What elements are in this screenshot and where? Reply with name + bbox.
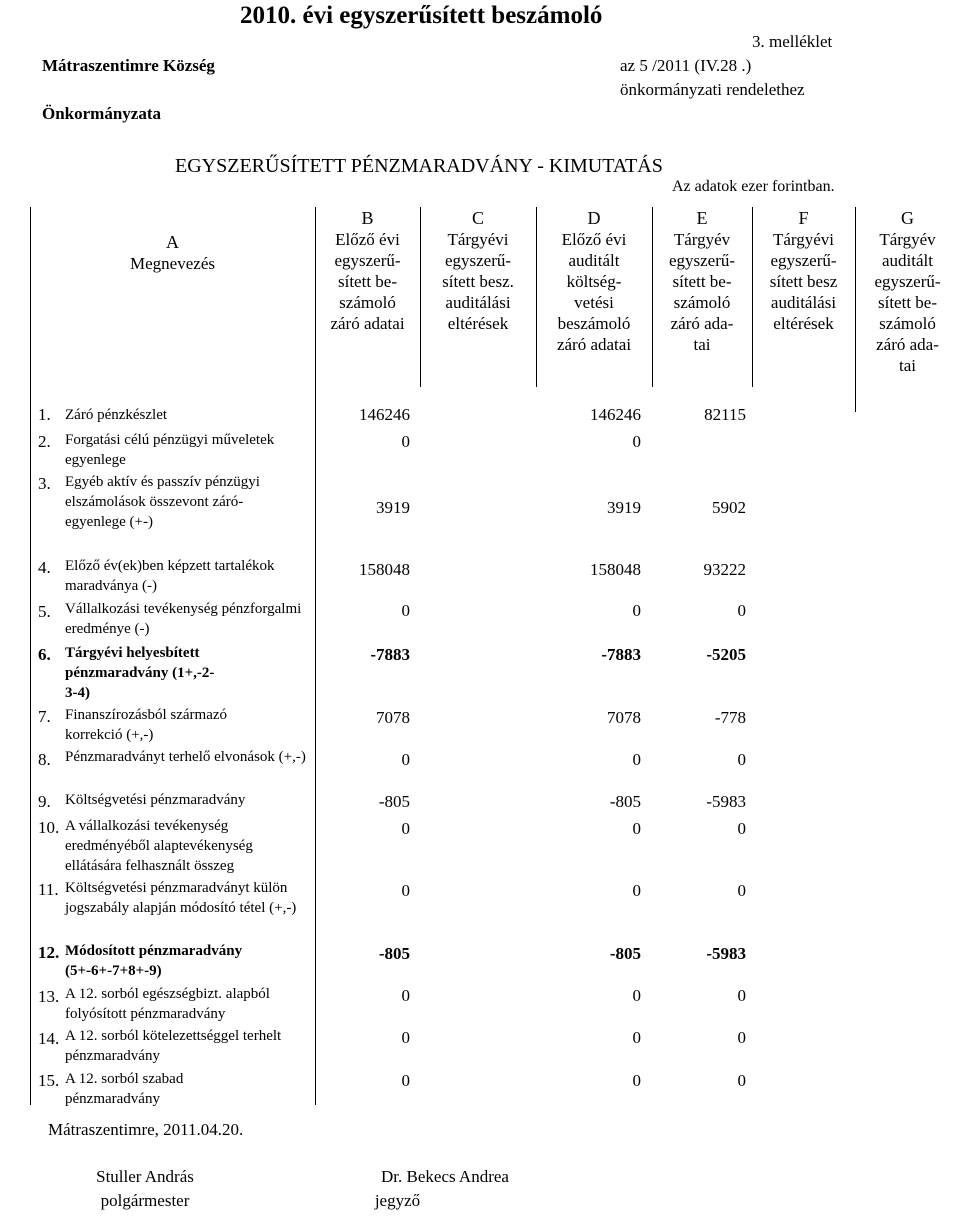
value-prior-audited: -805 bbox=[609, 944, 641, 963]
value-current-year: -5205 bbox=[706, 645, 746, 664]
decree-reference: az 5 /2011 (IV.28 .) bbox=[620, 56, 752, 75]
place-and-date: Mátraszentimre, 2011.04.20. bbox=[48, 1120, 244, 1139]
row-label: Költségvetési pénzmaradvány bbox=[65, 792, 246, 808]
row-label: Vállalkozási tevékenység pénzforgalmi eredménye (-) bbox=[65, 601, 302, 637]
row-number: 10. bbox=[38, 818, 60, 837]
document-title: 2010. évi egyszerűsített beszámoló bbox=[240, 2, 603, 29]
organization-name: Mátraszentimre Község bbox=[42, 56, 215, 75]
value-prior-year: 146246 bbox=[359, 405, 410, 424]
signer-mayor-name: Stuller András bbox=[96, 1167, 194, 1186]
value-prior-year: 7078 bbox=[376, 708, 410, 727]
value-current-year: 5902 bbox=[712, 498, 746, 517]
row-number: 7. bbox=[38, 707, 51, 726]
value-prior-audited: 0 bbox=[632, 1071, 641, 1090]
value-prior-year: 0 bbox=[401, 1071, 410, 1090]
row-label: Záró pénzkészlet bbox=[65, 407, 168, 423]
table-left-border bbox=[30, 207, 31, 1105]
value-prior-year: 0 bbox=[401, 601, 410, 620]
value-current-year: 0 bbox=[737, 881, 746, 900]
row-number: 1. bbox=[38, 405, 51, 424]
column-header-g: G Tárgyév auditált egyszerű- sített be- számoló záró ada- tai bbox=[874, 208, 941, 375]
value-prior-audited: 158048 bbox=[590, 560, 641, 579]
row-label: Egyéb aktív és passzív pénzügyi elszámolások összevont záró- egyenlege (+-) bbox=[65, 474, 260, 530]
value-prior-year: -805 bbox=[378, 944, 410, 963]
value-prior-year: -7883 bbox=[370, 645, 410, 664]
value-prior-year: 0 bbox=[401, 819, 410, 838]
column-header-a: A Megnevezés bbox=[130, 232, 215, 273]
row-number: 3. bbox=[38, 474, 51, 493]
value-current-year: -778 bbox=[714, 708, 746, 727]
value-prior-audited: 146246 bbox=[590, 405, 641, 424]
column-header-e: E Tárgyév egyszerű- sített be- számoló záró ada- tai bbox=[668, 208, 736, 354]
row-number: 14. bbox=[38, 1029, 60, 1048]
value-prior-audited: -805 bbox=[609, 792, 641, 811]
row-label: A vállalkozási tevékenység eredményéből alaptevékenység ellátására felhasznált összeg bbox=[65, 818, 253, 874]
row-label: Finanszírozásból származó korrekció (+,-) bbox=[65, 707, 228, 743]
value-current-year: 82115 bbox=[704, 405, 746, 424]
value-prior-year: 0 bbox=[401, 432, 410, 451]
value-current-year: 0 bbox=[737, 819, 746, 838]
value-current-year: 0 bbox=[737, 1028, 746, 1047]
signer-mayor-title: polgármester bbox=[100, 1191, 190, 1210]
row-label: Pénzmaradványt terhelő elvonások (+,-) bbox=[65, 749, 306, 765]
column-header-b: B Előző évi egyszerű- sített be- számoló záró adatai bbox=[330, 208, 405, 333]
row-label: A 12. sorból egészségbizt. alapból folyósított pénzmaradvány bbox=[65, 986, 270, 1022]
row-number: 11. bbox=[38, 880, 59, 899]
value-current-year: 0 bbox=[737, 750, 746, 769]
value-prior-year: 0 bbox=[401, 986, 410, 1005]
row-label: Módosított pénzmaradvány (5+-6+-7+8+-9) bbox=[65, 943, 243, 979]
row-label: A 12. sorból kötelezettséggel terhelt pénzmaradvány bbox=[65, 1028, 282, 1064]
column-header-d: D Előző évi auditált költség- vetési beszámoló záró adatai bbox=[556, 208, 632, 354]
row-number: 5. bbox=[38, 602, 51, 621]
row-label: Forgatási célú pénzügyi műveletek egyenlege bbox=[65, 432, 275, 468]
column-header-c: C Tárgyévi egyszerű- sített besz. auditálási eltérések bbox=[442, 208, 514, 333]
row-number: 2. bbox=[38, 432, 51, 451]
value-prior-audited: 0 bbox=[632, 881, 641, 900]
value-prior-audited: -7883 bbox=[601, 645, 641, 664]
row-label: Tárgyévi helyesbített pénzmaradvány (1+,-2-3-4) bbox=[65, 645, 215, 701]
value-current-year: -5983 bbox=[706, 944, 746, 963]
row-label: A 12. sorból szabad pénzmaradvány bbox=[65, 1071, 184, 1107]
section-title: EGYSZERŰSÍTETT PÉNZMARADVÁNY - KIMUTATÁS bbox=[175, 155, 663, 177]
row-number: 9. bbox=[38, 792, 51, 811]
value-prior-year: 0 bbox=[401, 1028, 410, 1047]
value-prior-year: 3919 bbox=[376, 498, 410, 517]
row-label: Előző év(ek)ben képzett tartalékok maradványa (-) bbox=[65, 558, 275, 594]
value-prior-year: -805 bbox=[378, 792, 410, 811]
annex-label: 3. melléklet bbox=[752, 32, 833, 51]
signer-notary-title: jegyző bbox=[374, 1191, 421, 1210]
signer-notary-name: Dr. Bekecs Andrea bbox=[381, 1167, 509, 1186]
row-number: 8. bbox=[38, 750, 51, 769]
value-prior-audited: 0 bbox=[632, 750, 641, 769]
value-current-year: 93222 bbox=[703, 560, 746, 579]
value-current-year: 0 bbox=[737, 1071, 746, 1090]
unit-note: Az adatok ezer forintban. bbox=[672, 178, 835, 195]
organization-name-line2: Önkormányzata bbox=[42, 104, 161, 123]
value-prior-year: 0 bbox=[401, 881, 410, 900]
row-number: 6. bbox=[38, 645, 51, 664]
value-current-year: 0 bbox=[737, 601, 746, 620]
column-header-f: F Tárgyévi egyszerű- sített besz auditálási eltérések bbox=[769, 208, 838, 333]
row-label: Költségvetési pénzmaradványt külön jogszabály alapján módosító tétel (+,-) bbox=[65, 880, 297, 916]
row-number: 4. bbox=[38, 558, 51, 577]
row-number: 13. bbox=[38, 987, 60, 1006]
column-separator bbox=[315, 207, 316, 1105]
value-prior-audited: 0 bbox=[632, 1028, 641, 1047]
value-prior-year: 0 bbox=[401, 750, 410, 769]
value-prior-audited: 3919 bbox=[607, 498, 641, 517]
value-prior-audited: 0 bbox=[632, 601, 641, 620]
row-number: 15. bbox=[38, 1071, 60, 1090]
value-prior-year: 158048 bbox=[359, 560, 410, 579]
value-prior-audited: 0 bbox=[632, 986, 641, 1005]
value-prior-audited: 7078 bbox=[607, 708, 641, 727]
value-current-year: 0 bbox=[737, 986, 746, 1005]
value-prior-audited: 0 bbox=[632, 819, 641, 838]
value-current-year: -5983 bbox=[706, 792, 746, 811]
row-number: 12. bbox=[38, 943, 60, 962]
value-prior-audited: 0 bbox=[632, 432, 641, 451]
decree-reference-line2: önkormányzati rendelethez bbox=[620, 80, 805, 99]
